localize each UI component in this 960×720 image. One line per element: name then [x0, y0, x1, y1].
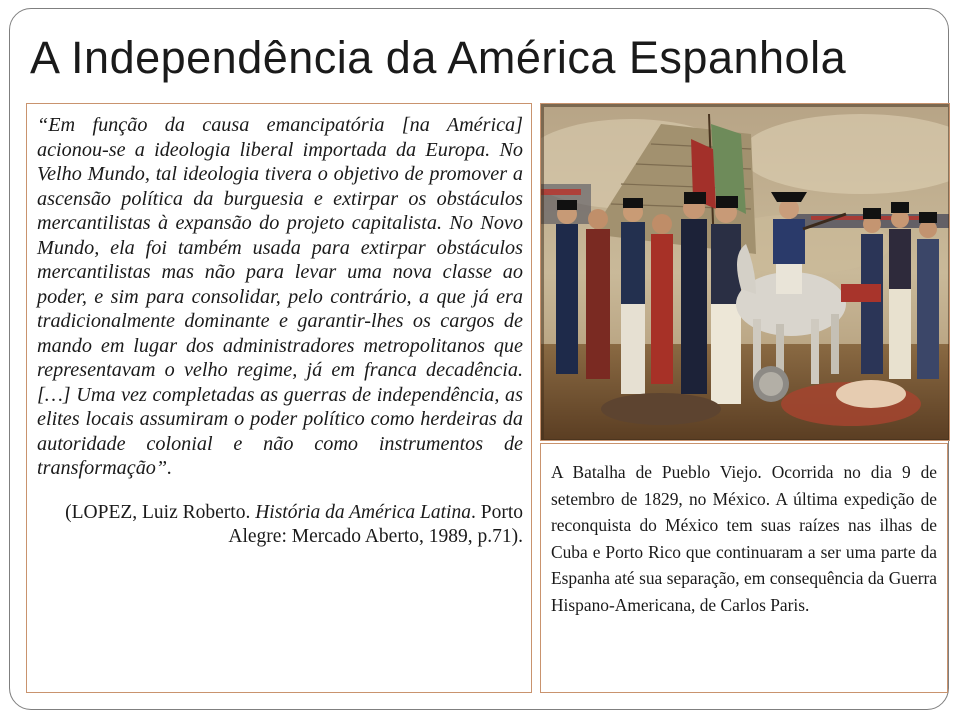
citation [37, 501, 523, 549]
citation-suffix: . Porto Alegre: Mercado Aberto, 1989, p.71). [228, 501, 523, 547]
battle-painting-icon [541, 104, 950, 441]
quote-text: “Em função da causa emancipatória [na América] acionou-se a ideologia liberal importada da Europa. No Velho Mundo, tal ideologia tivera o objetivo de promover a ascensão política da burguesia e extirpar os obstáculos mercantilistas à expansão do projeto capitalista. No Novo Mundo, ela foi também usada para extirpar obstáculos mercantilistas mas não para levar uma nova classe ao poder, e sim para consolidar, pelo contrário, a que já era tradicionalmente dominante e garantir-lhes os cargos de mando em lugar dos administradores metropolitanos que representavam o velho regime, já em franca decadência. […] Uma vez completadas as guerras de independência, as elites locais assumiram o poder político como herdeiras da autoridade colonial e não como instrumentos de transformação”. [37, 114, 523, 479]
citation-prefix: (LOPEZ, Luiz Roberto. [65, 501, 256, 523]
slide-title: A Independência da América Espanhola [30, 32, 847, 83]
battle-painting [540, 103, 950, 441]
citation-book-title: História da América Latina [255, 501, 471, 523]
quote-box [26, 103, 532, 693]
caption-box [540, 443, 948, 693]
caption-text: A Batalha de Pueblo Viejo. Ocorrida no dia 9 de setembro de 1829, no México. A última expedição de reconquista do México tem suas raízes nas ilhas de Cuba e Porto Rico que continuaram a ser uma parte da Espanha até sua separação, em consequência da Guerra Hispano-Americana, de Carlos Paris. [551, 462, 937, 615]
